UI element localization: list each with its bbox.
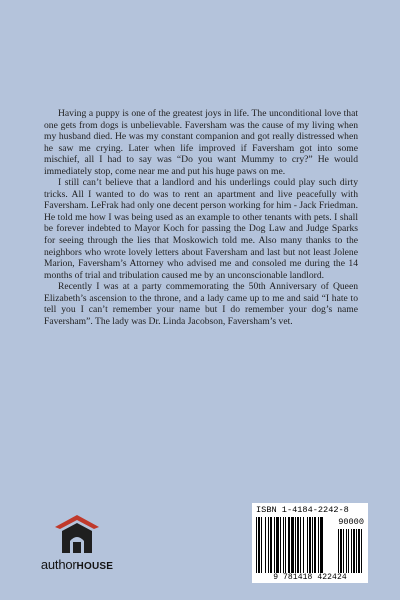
publisher-logo — [32, 513, 122, 575]
paragraph: Having a puppy is one of the greatest joys in life. The unconditional love that one gets from dogs is unbelievable. Faversham was the cause of my living when my husband died. He was my constant companion and got really distressed when he saw me crying. Later when life improved if Faversham got into some mischief, all I had to say was “Do you want Mummy to cry?” He would immediately stop, come near me and put his huge paws on me. — [44, 108, 358, 177]
publisher-name-part1: author — [40, 557, 77, 572]
house-icon — [52, 513, 102, 555]
paragraph: Recently I was at a party commemorating the 50th Anniversary of Queen Elizabeth’s ascension to the throne, and a lady came up to me and said “I hate to tell you I can’t remember your name but I do remember your dog’s name Faversham”. The lady was Dr. Linda Jacobson, Faversham’s vet. — [44, 281, 358, 327]
barcode-addon: 90000 — [338, 517, 364, 527]
isbn-barcode — [252, 503, 368, 583]
isbn-label: ISBN 1-4184-2242-8 — [256, 505, 349, 515]
publisher-name — [32, 557, 122, 572]
publisher-name-part2: HOUSE — [76, 561, 114, 572]
paragraph: I still can’t believe that a landlord and his underlings could play such dirty tricks. All I wanted to do was to rent an apartment and live peacefully with Faversham. LeFrak had only one decent person working for him - Jack Friedman. He told me how I was being used as an example to other tenants with pets. I shall be forever indebted to Mayor Koch for passing the Dog Law and Judge Sparks for seeing through the lies that Moskowich told me. Also many thanks to the neighbors who wrote lovely letters about Faversham and last but not least Jolene Marion, Faversham’s Attorney who advised me and consoled me during the 14 months of trial and tribulation caused me by an unconscionable landlord. — [44, 177, 358, 281]
barcode-digits: 9 781418 422424 — [273, 573, 347, 582]
back-cover-text — [44, 108, 358, 327]
